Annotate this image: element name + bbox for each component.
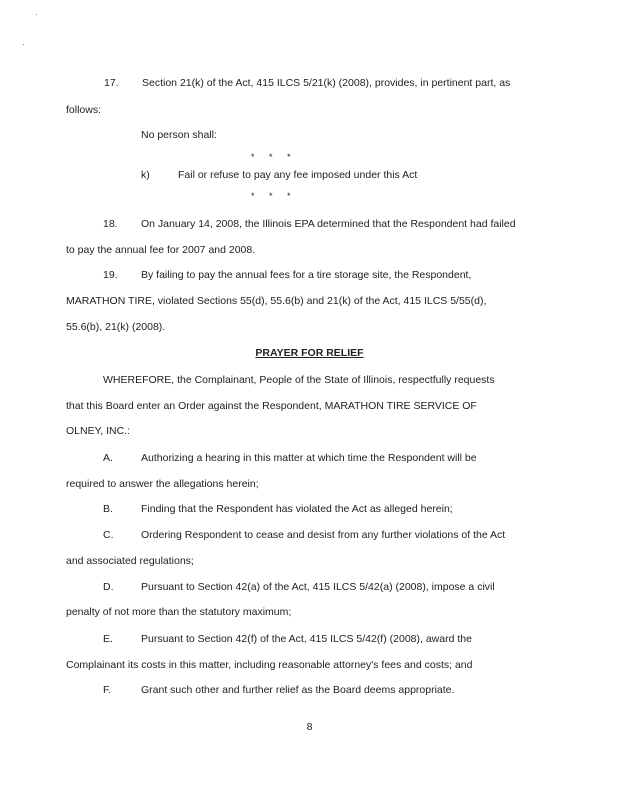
relief-item-label: D. xyxy=(103,581,114,593)
page-number: 8 xyxy=(306,721,313,733)
relief-item-line-1: Grant such other and further relief as the Board deems appropriate. xyxy=(141,684,455,696)
relief-item-line-1: Pursuant to Section 42(f) of the Act, 415 ILCS 5/42(f) (2008), award the xyxy=(141,633,472,645)
relief-item-line-2: Complainant its costs in this matter, including reasonable attorney's fees and costs; and xyxy=(66,659,473,671)
asterisks-1: * * * xyxy=(251,152,297,162)
relief-item-label: A. xyxy=(103,452,113,464)
prayer-heading: PRAYER FOR RELIEF xyxy=(255,347,364,359)
para-18-line-1: On January 14, 2008, the Illinois EPA determined that the Respondent had failed xyxy=(141,218,516,230)
para-18-number: 18. xyxy=(103,218,118,230)
para-17-line-1: Section 21(k) of the Act, 415 ILCS 5/21(k) (2008), provides, in pertinent part, as xyxy=(142,77,511,89)
relief-item-line-2: penalty of not more than the statutory maximum; xyxy=(66,606,292,618)
scan-speck xyxy=(23,44,24,45)
para-19-line-1: By failing to pay the annual fees for a tire storage site, the Respondent, xyxy=(141,269,472,281)
quote-intro: No person shall: xyxy=(141,129,217,141)
asterisks-2: * * * xyxy=(251,191,297,201)
para-17-line-2: follows: xyxy=(66,104,102,116)
scan-speck xyxy=(36,14,37,15)
prayer-intro-line-1: WHEREFORE, the Complainant, People of the State of Illinois, respectfully requests xyxy=(103,374,495,386)
relief-item-line-1: Authorizing a hearing in this matter at which time the Respondent will be xyxy=(141,452,477,464)
relief-item-line-2: required to answer the allegations herein; xyxy=(66,478,259,490)
relief-item-line-1: Finding that the Respondent has violated the Act as alleged herein; xyxy=(141,503,453,515)
relief-item-label: E. xyxy=(103,633,113,645)
prayer-intro-line-2: that this Board enter an Order against the Respondent, MARATHON TIRE SERVICE OF xyxy=(66,400,477,412)
quote-item-label: k) xyxy=(141,169,150,181)
relief-item-line-1: Ordering Respondent to cease and desist from any further violations of the Act xyxy=(141,529,506,541)
relief-item-label: F. xyxy=(103,684,112,696)
relief-item-label: B. xyxy=(103,503,113,515)
relief-item-label: C. xyxy=(103,529,114,541)
relief-item-line-1: Pursuant to Section 42(a) of the Act, 415 ILCS 5/42(a) (2008), impose a civil xyxy=(141,581,495,593)
para-17-number: 17. xyxy=(104,77,119,89)
relief-item-line-2: and associated regulations; xyxy=(66,555,194,567)
para-18-line-2: to pay the annual fee for 2007 and 2008. xyxy=(66,244,256,256)
para-19-number: 19. xyxy=(103,269,118,281)
prayer-intro-line-3: OLNEY, INC.: xyxy=(66,425,130,437)
para-19-line-3: 55.6(b), 21(k) (2008). xyxy=(66,321,166,333)
para-19-line-2: MARATHON TIRE, violated Sections 55(d), 55.6(b) and 21(k) of the Act, 415 ILCS 5/55(d), xyxy=(66,295,487,307)
quote-item-text: Fail or refuse to pay any fee imposed under this Act xyxy=(178,169,418,181)
